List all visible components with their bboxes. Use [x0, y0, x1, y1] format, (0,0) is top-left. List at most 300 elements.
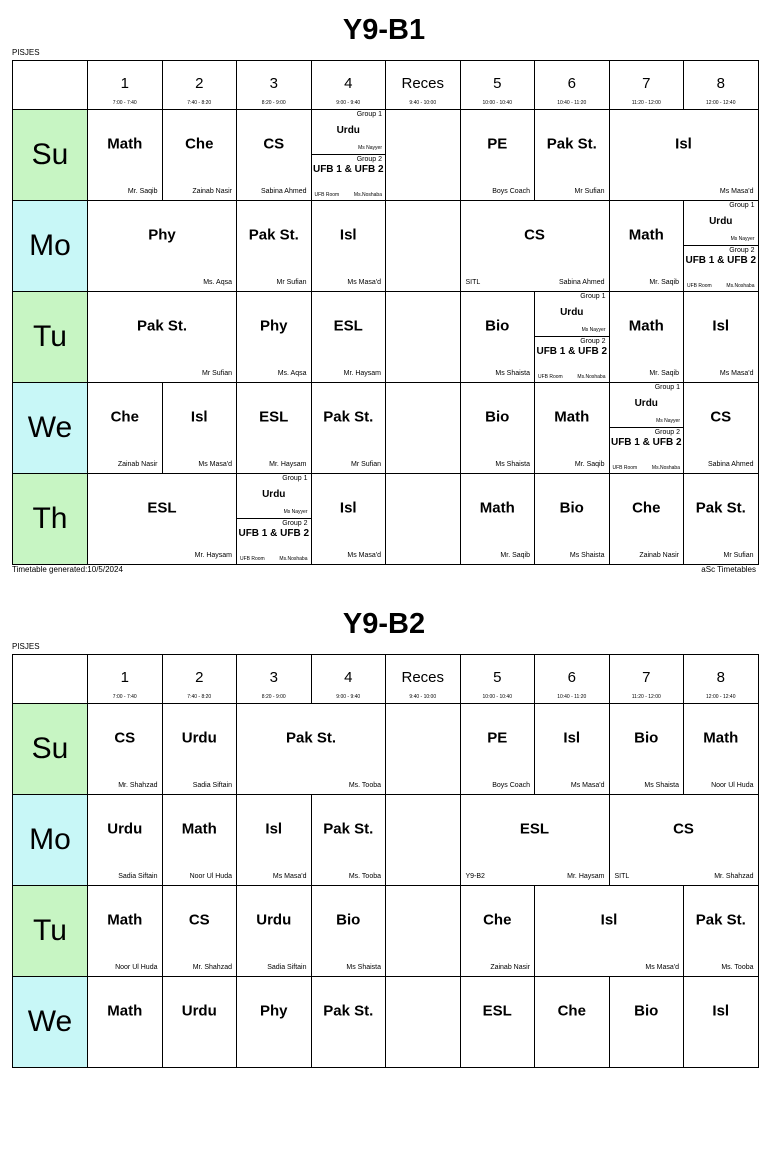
lesson-cell[interactable] — [460, 291, 536, 383]
lesson-teacher: Ms. Tooba — [721, 964, 754, 971]
period-number: 3 — [269, 75, 278, 92]
lesson-subject: Urdu — [107, 820, 143, 838]
lesson-subject: CS — [188, 911, 210, 929]
lesson-teacher: Mr Sufian — [574, 188, 605, 195]
day-label-mo — [12, 794, 88, 886]
lesson-cell[interactable] — [609, 109, 759, 201]
lesson-subject: Pak St. — [323, 1002, 374, 1020]
lesson-cell[interactable] — [87, 200, 237, 292]
lesson-cell[interactable] — [162, 885, 238, 977]
timetable-grid — [12, 654, 757, 1158]
lesson-teacher: Ms. Tooba — [348, 873, 381, 880]
period-number: 2 — [195, 669, 204, 686]
period-number: 1 — [120, 75, 129, 92]
group-teacher: Ms.Noshaba — [577, 374, 606, 380]
lesson-subject: Math — [554, 408, 590, 426]
group-room: UFB Room — [314, 192, 340, 198]
group-subject: Urdu — [560, 307, 584, 318]
lesson-teacher: Ms Masa'd — [347, 552, 381, 559]
period-header — [311, 654, 387, 704]
recess-cell — [385, 976, 461, 1068]
lesson-subject: Phy — [259, 1002, 288, 1020]
lesson-subject: CS — [673, 820, 694, 838]
lesson-subject: Isl — [675, 135, 692, 153]
lesson-cell[interactable] — [311, 382, 387, 474]
lesson-teacher: Ms. Tooba — [348, 782, 381, 789]
lesson-teacher: Mr. Haysam — [194, 552, 232, 559]
group-teacher: Ms Nayyer — [358, 145, 382, 151]
period-number: 7 — [642, 669, 651, 686]
lesson-subject: Pak St. — [285, 729, 337, 747]
group-teacher: Ms.Noshaba — [353, 192, 382, 198]
period-number: 5 — [493, 669, 502, 686]
period-time: 8:20 - 9:00 — [261, 100, 286, 106]
lesson-cell[interactable] — [87, 382, 163, 474]
group-lesson[interactable] — [237, 474, 311, 519]
lesson-subject: Isl — [190, 408, 208, 426]
lesson-teacher: Zainab Nasir — [192, 188, 232, 195]
lesson-teacher: Ms Masa'd — [198, 461, 232, 468]
group-lesson[interactable] — [312, 155, 386, 200]
lesson-cell[interactable] — [311, 200, 387, 292]
software-credit: aSc Timetables — [701, 565, 756, 574]
lesson-subject: Che — [483, 911, 512, 929]
lesson-cell[interactable] — [683, 473, 759, 565]
group-teacher: Ms.Noshaba — [651, 465, 680, 471]
lesson-teacher: Mr. Shahzad — [118, 782, 158, 789]
period-header — [683, 654, 759, 704]
corner-cell — [12, 654, 88, 704]
lesson-teacher: Mr. Saqib — [574, 461, 605, 468]
timetable-title: Y9-B1 — [342, 14, 426, 46]
lesson-subject: Math — [703, 729, 739, 747]
lesson-teacher: Mr Sufian — [723, 552, 754, 559]
period-number: 4 — [344, 75, 353, 92]
lesson-subject: Isl — [265, 820, 283, 838]
lesson-subject: PE — [487, 135, 508, 153]
lesson-subject: Math — [181, 820, 217, 838]
lesson-subject: Bio — [634, 1002, 659, 1020]
lesson-cell[interactable] — [311, 885, 387, 977]
lesson-cell[interactable] — [162, 382, 238, 474]
lesson-subject: Math — [628, 317, 664, 335]
group-subject: Urdu — [634, 398, 658, 409]
generated-date: Timetable generated:10/5/2024 — [12, 565, 123, 574]
lesson-teacher: Mr. Saqib — [649, 279, 679, 286]
day-label-mo — [12, 200, 88, 292]
lesson-teacher: Zainab Nasir — [639, 552, 679, 559]
lesson-teacher: Mr. Shahzad — [714, 873, 754, 880]
group-label: Group 2 — [729, 247, 755, 254]
lesson-subject: Isl — [339, 226, 357, 244]
group-lesson[interactable] — [610, 383, 684, 428]
group-lesson[interactable] — [312, 110, 386, 155]
lesson-cell[interactable] — [87, 703, 163, 795]
group-lesson[interactable] — [610, 428, 684, 473]
period-time: 9:40 - 10:00 — [409, 100, 437, 106]
corner-cell — [12, 60, 88, 110]
period-time: 11:20 - 12:00 — [631, 694, 661, 700]
lesson-cell[interactable] — [236, 109, 312, 201]
lesson-cell-split[interactable] — [311, 109, 387, 201]
lesson-cell[interactable] — [609, 473, 685, 565]
group-room: UFB Room — [538, 374, 563, 380]
lesson-subject: CS — [524, 226, 545, 244]
group-lesson[interactable] — [535, 337, 609, 382]
lesson-teacher: Ms Masa'd — [272, 873, 307, 880]
lesson-teacher: Boys Coach — [492, 188, 530, 195]
lesson-teacher: Noor Ul Huda — [189, 873, 232, 880]
group-teacher: Ms Nayyer — [730, 236, 755, 242]
lesson-teacher: Mr. Saqib — [500, 552, 530, 559]
lesson-subject: Isl — [563, 729, 581, 747]
period-header — [460, 654, 536, 704]
lesson-cell[interactable] — [609, 703, 685, 795]
group-subject: UFB 1 & UFB 2 — [685, 255, 757, 266]
lesson-cell[interactable] — [683, 291, 759, 383]
lesson-cell[interactable] — [311, 291, 387, 383]
lesson-cell[interactable] — [162, 794, 238, 886]
lesson-teacher: Mr. Haysam — [269, 461, 307, 468]
lesson-subject: Math — [107, 911, 143, 929]
lesson-cell[interactable] — [87, 794, 163, 886]
lesson-teacher: Noor Ul Huda — [711, 782, 754, 789]
lesson-cell[interactable] — [460, 794, 610, 886]
group-label: Group 1 — [580, 293, 606, 300]
lesson-subject: Bio — [485, 317, 510, 335]
lesson-subject: ESL — [482, 1002, 512, 1020]
period-header — [87, 654, 163, 704]
lesson-cell[interactable] — [236, 200, 312, 292]
recess-cell — [385, 473, 461, 565]
lesson-cell[interactable] — [683, 382, 759, 474]
period-time: 9:00 - 9:40 — [336, 694, 361, 700]
lesson-teacher: Sadia Siftain — [267, 964, 307, 971]
lesson-cell[interactable] — [460, 976, 536, 1068]
school-name: PISJES — [12, 48, 40, 57]
day-name: Tu — [33, 320, 67, 353]
lesson-subject: Che — [632, 499, 661, 517]
day-label-we — [12, 976, 88, 1068]
group-label: Group 2 — [282, 520, 308, 527]
recess-cell — [385, 794, 461, 886]
lesson-cell[interactable] — [534, 473, 610, 565]
lesson-subject: Isl — [712, 1002, 730, 1020]
lesson-subject: Pak St. — [248, 226, 299, 244]
timetable-title: Y9-B2 — [342, 608, 426, 640]
lesson-cell[interactable] — [87, 885, 163, 977]
period-time: 10:40 - 11:20 — [557, 100, 587, 106]
lesson-subject: Phy — [148, 226, 176, 244]
period-header — [236, 654, 312, 704]
lesson-subject: Pak St. — [695, 499, 746, 517]
lesson-room: SITL — [465, 279, 481, 286]
day-name: Tu — [33, 914, 67, 947]
lesson-subject: Urdu — [181, 729, 217, 747]
lesson-teacher: Sabina Ahmed — [707, 461, 754, 468]
period-number: 6 — [567, 669, 576, 686]
lesson-cell[interactable] — [236, 291, 312, 383]
group-label: Group 1 — [282, 475, 308, 482]
lesson-cell[interactable] — [236, 794, 312, 886]
recess-cell — [385, 200, 461, 292]
lesson-teacher: Ms Masa'd — [570, 782, 605, 789]
lesson-subject: Phy — [259, 317, 288, 335]
group-subject: Urdu — [262, 489, 286, 500]
timetable-y9-b2 — [0, 604, 768, 1164]
lesson-room: Y9-B2 — [465, 873, 485, 880]
period-header — [385, 60, 461, 110]
lesson-subject: Che — [185, 135, 214, 153]
period-number: 4 — [344, 669, 353, 686]
lesson-subject: PE — [487, 729, 508, 747]
lesson-teacher: Ms. Aqsa — [277, 370, 307, 377]
lesson-cell[interactable] — [609, 794, 759, 886]
period-time: 7:40 - 8:20 — [187, 100, 212, 106]
day-name: We — [27, 1005, 73, 1038]
group-subject: UFB 1 & UFB 2 — [238, 528, 310, 539]
recess-cell — [385, 382, 461, 474]
day-name: Mo — [29, 229, 71, 262]
day-label-th — [12, 473, 88, 565]
lesson-teacher: Ms Masa'd — [719, 188, 754, 195]
period-time: 8:20 - 9:00 — [261, 694, 286, 700]
lesson-cell[interactable] — [460, 885, 536, 977]
day-name: Su — [31, 732, 69, 765]
lesson-teacher: Mr Sufian — [202, 370, 232, 377]
group-teacher: Ms Nayyer — [581, 327, 606, 333]
lesson-teacher: Sabina Ahmed — [260, 188, 307, 195]
group-label: Group 1 — [729, 202, 755, 209]
lesson-subject: Bio — [634, 729, 659, 747]
period-time: 12:00 - 12:40 — [706, 100, 736, 106]
lesson-cell[interactable] — [460, 109, 536, 201]
period-header — [534, 60, 610, 110]
group-lesson[interactable] — [684, 246, 758, 291]
period-time: 9:00 - 9:40 — [336, 100, 361, 106]
lesson-subject: Che — [110, 408, 139, 426]
lesson-subject: Che — [557, 1002, 586, 1020]
period-number: 3 — [269, 669, 278, 686]
period-number: Reces — [401, 75, 445, 92]
lesson-teacher: Ms Masa'd — [645, 964, 679, 971]
lesson-teacher: Mr. Haysam — [567, 873, 605, 880]
group-room: UFB Room — [240, 556, 265, 562]
period-number: 2 — [195, 75, 204, 92]
lesson-subject: Pak St. — [546, 135, 597, 153]
lesson-cell[interactable] — [609, 200, 685, 292]
lesson-cell[interactable] — [311, 976, 387, 1068]
lesson-teacher: Zainab Nasir — [117, 461, 158, 468]
lesson-cell[interactable] — [534, 109, 610, 201]
group-teacher: Ms Nayyer — [283, 509, 308, 515]
group-subject: UFB 1 & UFB 2 — [610, 437, 682, 448]
lesson-cell-split[interactable] — [683, 200, 759, 292]
lesson-cell-split[interactable] — [609, 382, 685, 474]
lesson-subject: Math — [107, 135, 143, 153]
period-header — [162, 60, 238, 110]
lesson-teacher: Ms Masa'd — [719, 370, 754, 377]
recess-cell — [385, 703, 461, 795]
lesson-cell[interactable] — [311, 794, 387, 886]
lesson-subject: ESL — [147, 499, 177, 517]
lesson-teacher: Sabina Ahmed — [558, 279, 605, 286]
period-number: 1 — [120, 669, 129, 686]
group-room: UFB Room — [687, 283, 712, 289]
lesson-cell[interactable] — [460, 382, 536, 474]
lesson-teacher: Ms Shaista — [495, 461, 530, 468]
lesson-cell[interactable] — [87, 473, 237, 565]
lesson-subject: Isl — [339, 499, 357, 517]
period-header — [385, 654, 461, 704]
lesson-subject: Urdu — [181, 1002, 217, 1020]
day-name: Su — [31, 138, 69, 171]
lesson-cell[interactable] — [683, 885, 759, 977]
day-name: We — [27, 411, 73, 444]
group-room: UFB Room — [612, 465, 638, 471]
period-time: 10:40 - 11:20 — [557, 694, 587, 700]
period-time: 7:40 - 8:20 — [187, 694, 212, 700]
lesson-subject: CS — [263, 135, 285, 153]
lesson-cell[interactable] — [87, 109, 163, 201]
lesson-subject: ESL — [519, 820, 550, 838]
lesson-subject: Pak St. — [136, 317, 188, 335]
lesson-cell[interactable] — [236, 976, 312, 1068]
lesson-cell[interactable] — [683, 976, 759, 1068]
day-label-su — [12, 703, 88, 795]
lesson-cell[interactable] — [236, 703, 386, 795]
lesson-subject: Pak St. — [323, 408, 374, 426]
period-time: 7:00 - 7:40 — [112, 694, 137, 700]
lesson-teacher: Ms Shaista — [569, 552, 605, 559]
lesson-cell[interactable] — [460, 703, 536, 795]
group-label: Group 2 — [580, 338, 606, 345]
lesson-subject: Math — [628, 226, 664, 244]
timetable-y9-b1 — [0, 10, 768, 574]
lesson-cell[interactable] — [236, 382, 312, 474]
lesson-cell[interactable] — [534, 885, 684, 977]
lesson-cell[interactable] — [162, 703, 238, 795]
group-teacher: Ms.Noshaba — [279, 556, 308, 562]
group-lesson[interactable] — [535, 292, 609, 337]
lesson-subject: Urdu — [256, 911, 292, 929]
lesson-cell[interactable] — [87, 291, 237, 383]
group-teacher: Ms.Noshaba — [726, 283, 755, 289]
lesson-cell[interactable] — [534, 703, 610, 795]
group-label: Group 1 — [654, 384, 680, 391]
lesson-cell[interactable] — [236, 885, 312, 977]
lesson-teacher: Mr. Saqib — [127, 188, 158, 195]
period-number: 8 — [716, 669, 725, 686]
lesson-cell[interactable] — [609, 291, 685, 383]
period-time: 10:00 - 10:40 — [482, 100, 512, 106]
group-lesson[interactable] — [237, 519, 311, 564]
lesson-cell[interactable] — [162, 976, 238, 1068]
period-time: 11:20 - 12:00 — [631, 100, 661, 106]
lesson-cell[interactable] — [460, 200, 610, 292]
lesson-cell-split[interactable] — [534, 291, 610, 383]
lesson-teacher: Ms Shaista — [346, 964, 381, 971]
day-label-su — [12, 109, 88, 201]
period-header — [236, 60, 312, 110]
lesson-teacher: Boys Coach — [492, 782, 530, 789]
lesson-cell[interactable] — [609, 976, 685, 1068]
lesson-subject: CS — [710, 408, 732, 426]
period-number: Reces — [401, 669, 445, 686]
lesson-teacher: Zainab Nasir — [490, 964, 530, 971]
lesson-subject: Bio — [559, 499, 584, 517]
lesson-teacher: Ms Shaista — [644, 782, 679, 789]
group-label: Group 1 — [356, 111, 382, 118]
period-header — [162, 654, 238, 704]
period-header — [683, 60, 759, 110]
day-label-we — [12, 382, 88, 474]
recess-cell — [385, 109, 461, 201]
lesson-teacher: Sadia Siftain — [118, 873, 158, 880]
lesson-room: SITL — [614, 873, 630, 880]
day-name: Th — [32, 502, 68, 535]
lesson-teacher: Mr Sufian — [276, 279, 307, 286]
lesson-subject: ESL — [333, 317, 363, 335]
period-number: 6 — [567, 75, 576, 92]
school-name: PISJES — [12, 642, 40, 651]
lesson-subject: Isl — [712, 317, 730, 335]
group-label: Group 2 — [356, 156, 382, 163]
recess-cell — [385, 885, 461, 977]
group-subject: Urdu — [336, 125, 360, 136]
lesson-cell[interactable] — [162, 109, 238, 201]
period-header — [609, 60, 685, 110]
lesson-teacher: Ms. Aqsa — [203, 279, 232, 286]
lesson-cell-split[interactable] — [236, 473, 312, 565]
lesson-teacher: Ms Shaista — [495, 370, 530, 377]
lesson-cell[interactable] — [460, 473, 536, 565]
lesson-cell[interactable] — [534, 382, 610, 474]
timetable-grid — [12, 60, 757, 564]
lesson-cell[interactable] — [311, 473, 387, 565]
lesson-teacher: Mr. Saqib — [649, 370, 679, 377]
lesson-subject: Pak St. — [695, 911, 746, 929]
group-lesson[interactable] — [684, 201, 758, 246]
lesson-subject: Bio — [485, 408, 510, 426]
period-time: 9:40 - 10:00 — [409, 694, 437, 700]
lesson-subject: CS — [114, 729, 136, 747]
lesson-teacher: Noor Ul Huda — [115, 964, 158, 971]
lesson-subject: ESL — [259, 408, 289, 426]
lesson-teacher: Mr. Shahzad — [192, 964, 232, 971]
period-header — [460, 60, 536, 110]
lesson-teacher: Mr. Haysam — [343, 370, 381, 377]
period-header — [311, 60, 387, 110]
day-label-tu — [12, 291, 88, 383]
lesson-cell[interactable] — [534, 976, 610, 1068]
lesson-cell[interactable] — [683, 703, 759, 795]
group-subject: UFB 1 & UFB 2 — [312, 164, 384, 175]
period-number: 8 — [716, 75, 725, 92]
period-time: 12:00 - 12:40 — [706, 694, 736, 700]
day-label-tu — [12, 885, 88, 977]
lesson-teacher: Ms Masa'd — [347, 279, 381, 286]
period-time: 7:00 - 7:40 — [112, 100, 137, 106]
period-number: 5 — [493, 75, 502, 92]
recess-cell — [385, 291, 461, 383]
lesson-subject: Isl — [600, 911, 618, 929]
lesson-subject: Bio — [336, 911, 361, 929]
lesson-subject: Math — [107, 1002, 143, 1020]
period-header — [87, 60, 163, 110]
lesson-cell[interactable] — [87, 976, 163, 1068]
lesson-teacher: Sadia Siftain — [192, 782, 232, 789]
